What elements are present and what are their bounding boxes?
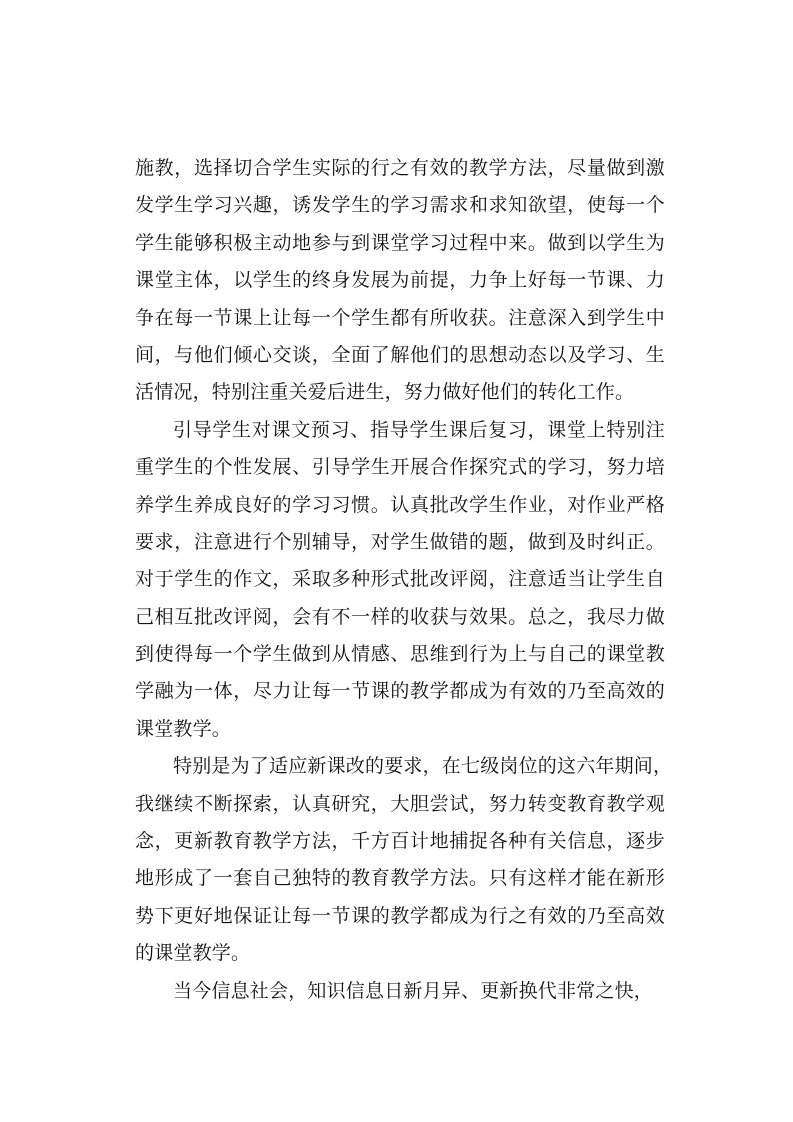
text-line: 对于学生的作文，采取多种形式批改评阅，注意适当让学生自: [135, 568, 665, 591]
text-line: 间，与他们倾心交谈，全面了解他们的思想动态以及学习、生: [135, 343, 665, 366]
text-line: 学融为一体，尽力让每一节课的教学都成为有效的乃至高效的: [135, 680, 665, 703]
text-line: 发学生学习兴趣，诱发学生的学习需求和求知欲望，使每一个: [135, 194, 665, 217]
text-line: 要求，注意进行个别辅导，对学生做错的题，做到及时纠正。: [135, 530, 665, 553]
text-line: 己相互批改评阅，会有不一样的收获与效果。总之，我尽力做: [135, 605, 665, 628]
paragraph-first-line: 引导学生对课文预习、指导学生课后复习，课堂上特别注: [173, 418, 665, 441]
text-line: 的课堂教学。: [135, 942, 251, 965]
text-line: 重学生的个性发展、引导学生开展合作探究式的学习，努力培: [135, 456, 665, 479]
text-line: 我继续不断探索，认真研究，大胆尝试，努力转变教育教学观: [135, 792, 665, 815]
text-line: 到使得每一个学生做到从情感、思维到行为上与自己的课堂教: [135, 643, 665, 666]
text-line: 势下更好地保证让每一节课的教学都成为行之有效的乃至高效: [135, 904, 665, 927]
document-body: [135, 150, 673, 1010]
text-line: 施教，选择切合学生实际的行之有效的教学方法，尽量做到激: [135, 157, 665, 179]
paragraph-first-line: 当今信息社会，知识信息日新月异、更新换代非常之快，: [173, 979, 654, 1002]
text-line: 争在每一节课上让每一个学生都有所收获。注意深入到学生中: [135, 306, 665, 329]
text-line: 课堂主体，以学生的终身发展为前提，力争上好每一节课、力: [135, 269, 665, 292]
text-line: 念，更新教育教学方法，千方百计地捕捉各种有关信息，逐步: [135, 830, 665, 853]
paragraph-first-line: 特别是为了适应新课改的要求，在七级岗位的这六年期间，: [173, 755, 673, 778]
text-line: 养学生养成良好的学习习惯。认真批改学生作业，对作业严格: [135, 493, 665, 516]
text-line: 活情况，特别注重关爱后进生，努力做好他们的转化工作。: [135, 381, 635, 404]
text-line: 地形成了一套自己独特的教育教学方法。只有这样才能在新形: [135, 867, 665, 890]
text-line: 学生能够积极主动地参与到课堂学习过程中来。做到以学生为: [135, 231, 665, 254]
text-line: 课堂教学。: [135, 717, 232, 740]
